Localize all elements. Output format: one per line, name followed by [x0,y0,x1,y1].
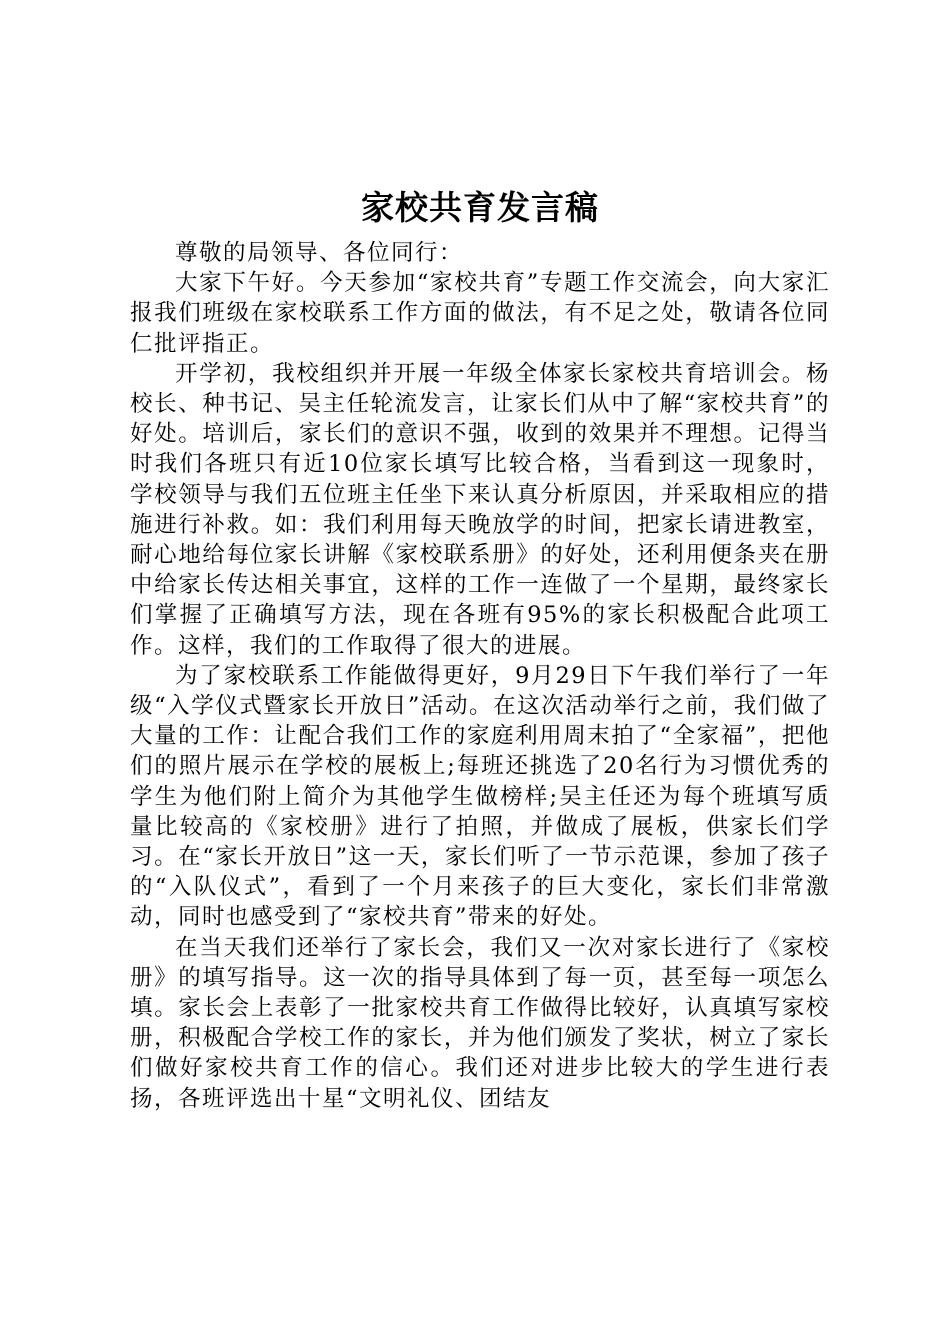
document-page [130,180,830,1114]
paragraph-parent-meeting: 在当天我们还举行了家长会，我们又一次对家长进行了《家校册》的填写指导。这一次的指导具体到了每一页，甚至每一项怎么填。家长会上表彰了一批家校共育工作做得比较好，认真填写家校册，积极配合学校工作的家长，并为他们颁发了奖状，树立了家长们做好家校共育工作的信心。我们还对进步比较大的学生进行表扬，各班评选出十星“文明礼仪、团结友 [130,934,830,1112]
paragraph-opening: 大家下午好。今天参加“家校共育”专题工作交流会，向大家汇报我们班级在家校联系工作方面的做法，有不足之处，敬请各位同仁批评指正。 [130,270,830,357]
salutation: 尊敬的局领导、各位同行： [175,240,464,266]
paragraph-training: 开学初，我校组织并开展一年级全体家长家校共育培训会。杨校长、种书记、吴主任轮流发言，让家长们从中了解“家校共育”的好处。培训后，家长们的意识不强，收到的效果并不理想。记得当时我们各班只有近10位家长填写比较合格，当看到这一现象时，学校领导与我们五位班主任坐下来认真分析原因，并采取相应的措施进行补救。如：我们利用每天晚放学的时间，把家长请进教室，耐心地给每位家长讲解《家校联系册》的好处，还利用便条夹在册中给家长传达相关事宜，这样的工作一连做了一个星期，最终家长们掌握了正确填写方法，现在各班有95%的家长积极配合此项工作。这样，我们的工作取得了很大的进展。 [130,360,830,659]
paragraph-open-day: 为了家校联系工作能做得更好，9月29日下午我们举行了一年级“入学仪式暨家长开放日”活动。在这次活动举行之前，我们做了大量的工作：让配合我们工作的家庭利用周末拍了“全家福”，把他们的照片展示在学校的展板上;每班还挑选了20名行为习惯优秀的学生为他们附上简介为其他学生做榜样;吴主任还为每个班填写质量比较高的《家校册》进行了拍照，并做成了展板，供家长们学习。在“家长开放日”这一天，家长们听了一节示范课，参加了孩子的“入队仪式”，看到了一个月来孩子的巨大变化，家长们非常激动，同时也感受到了“家校共育”带来的好处。 [130,662,830,931]
document-title: 家校共育发言稿 [361,188,599,227]
